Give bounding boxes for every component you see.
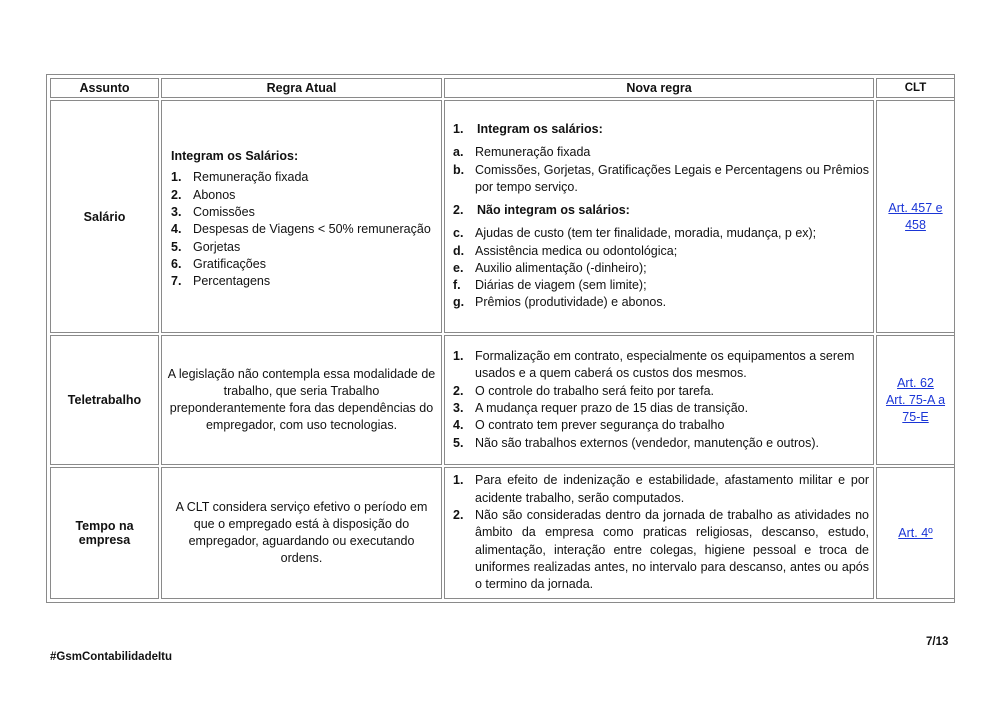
clt-link-art-75[interactable]: Art. 75-A a 75-E	[885, 392, 946, 424]
nova-regra-tempo-list	[453, 472, 869, 593]
clt-tempo	[876, 467, 955, 599]
list-item: 2. Não são consideradas dentro da jornada de trabalho as atividades no âmbito da empresa como praticas religiosas, descanso, estudo, alimentação, interação entre colegas, higiene pessoal e troca de uniformes realizadas antes, no intervalo para descanso, antes ou após o termino da jornada.	[453, 508, 869, 592]
subject-teletrabalho: Teletrabalho	[50, 335, 159, 465]
list-item: 6. Gratificações	[171, 256, 266, 271]
nova-regra-integram-list	[453, 144, 869, 196]
list-item: 4. O contrato tem prever segurança do trabalho	[453, 418, 725, 433]
clt-salario	[876, 100, 955, 333]
nova-regra-teletrabalho	[444, 335, 874, 465]
list-item: 3. Comissões	[171, 205, 255, 220]
list-item: f. Diárias de viagem (sem limite);	[453, 278, 647, 293]
list-item: c. Ajudas de custo (tem ter finalidade, moradia, mudança, p ex);	[453, 226, 817, 241]
table-header-row	[50, 78, 955, 98]
regra-atual-teletrabalho: A legislação não contempla essa modalidade de trabalho, que seria Trabalho preponderantemente fora das dependências do empregador, com uso tecnologias.	[161, 335, 442, 465]
header-assunto: Assunto	[50, 78, 159, 98]
nova-regra-salario	[444, 100, 874, 333]
header-nova-regra: Nova regra	[444, 78, 874, 98]
list-item: 7. Percentagens	[171, 274, 271, 289]
subject-salario: Salário	[50, 100, 159, 333]
regra-atual-heading: Integram os Salários:	[171, 149, 299, 164]
list-item: 2. O controle do trabalho será feito por tarefa.	[453, 383, 715, 398]
header-clt: CLT	[876, 78, 955, 98]
page-number: 7/13	[926, 636, 949, 648]
list-item: 1. Remuneração fixada	[171, 170, 309, 185]
header-regra-atual: Regra Atual	[161, 78, 442, 98]
nova-regra-nao-integram-list	[453, 225, 869, 311]
nova-regra-section-2: 2. Não integram os salários:	[453, 203, 630, 218]
list-item: a. Remuneração fixada	[453, 145, 591, 160]
list-item: 5. Não são trabalhos externos (vendedor, manutenção e outros).	[453, 435, 819, 450]
regra-atual-list	[171, 169, 438, 290]
clt-teletrabalho	[876, 335, 955, 465]
list-item: 4. Despesas de Viagens < 50% remuneração	[171, 222, 431, 237]
table-row-salario	[50, 100, 955, 333]
list-item: 1. Para efeito de indenização e estabilidade, afastamento militar e por acidente trabalho, serão computados.	[453, 473, 869, 505]
clt-link-art-4[interactable]: Art. 4º	[898, 525, 933, 540]
nova-regra-teletrabalho-list	[453, 348, 869, 452]
regra-atual-tempo: A CLT considera serviço efetivo o período em que o empregado está à disposição do empregador, aguardando ou executando ordens.	[161, 467, 442, 599]
subject-tempo-na-empresa: Tempo na empresa	[50, 467, 159, 599]
clt-link-art-62[interactable]: Art. 62	[897, 375, 934, 390]
list-item: 2. Abonos	[171, 187, 236, 202]
list-item: e. Auxilio alimentação (-dinheiro);	[453, 260, 647, 275]
comparison-table	[48, 76, 957, 601]
list-item: 1. Formalização em contrato, especialmente os equipamentos a serem usados e a quem caberá os custos dos mesmos.	[453, 349, 855, 381]
list-item: g. Prêmios (produtividade) e abonos.	[453, 295, 667, 310]
clt-link-art-457[interactable]: Art. 457 e 458	[888, 200, 943, 232]
list-item: b. Comissões, Gorjetas, Gratificações Legais e Percentagens ou Prêmios por tempo serviço.	[453, 162, 869, 194]
table-row-teletrabalho	[50, 335, 955, 465]
comparison-table-frame	[46, 74, 955, 603]
nova-regra-section-1: 1. Integram os salários:	[453, 122, 603, 137]
nova-regra-tempo	[444, 467, 874, 599]
list-item: 5. Gorjetas	[171, 239, 241, 254]
table-row-tempo-na-empresa	[50, 467, 955, 599]
list-item: d. Assistência medica ou odontológica;	[453, 243, 678, 258]
regra-atual-salario	[161, 100, 442, 333]
footer-hashtag: #GsmContabilidadeItu	[50, 651, 173, 663]
list-item: 3. A mudança requer prazo de 15 dias de transição.	[453, 401, 749, 415]
